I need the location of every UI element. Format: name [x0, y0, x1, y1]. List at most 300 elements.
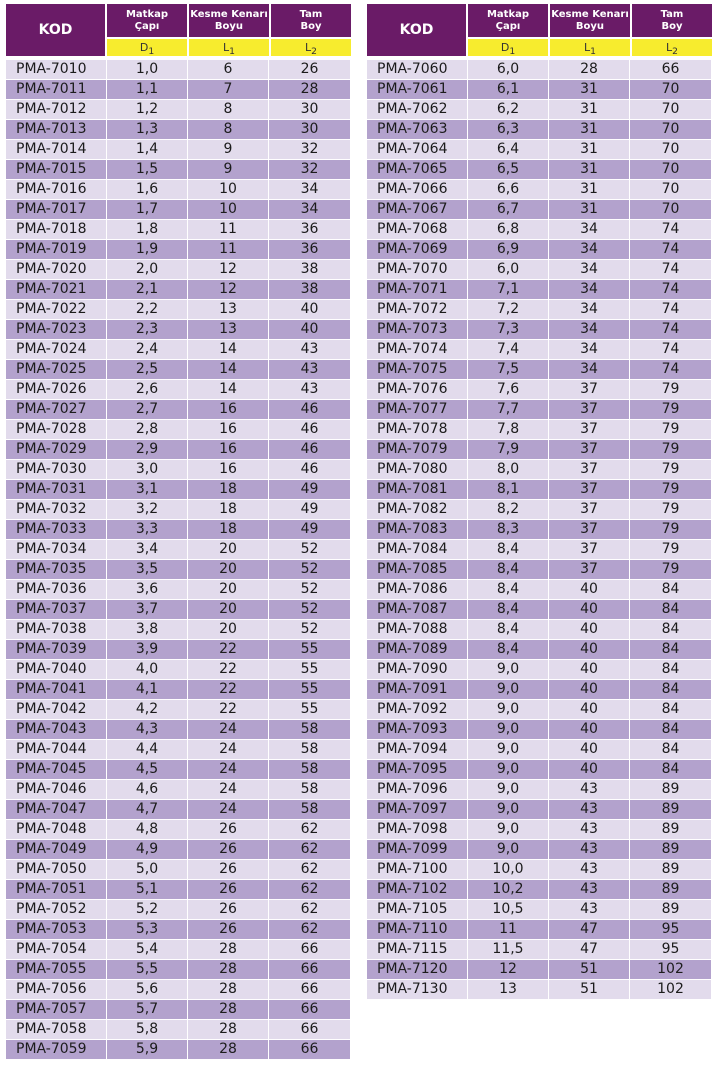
- table-header: [367, 4, 712, 56]
- cell-drill-diameter: 6,2: [468, 100, 549, 120]
- cell-cutting-length: 40: [549, 760, 630, 780]
- cell-total-length: 30: [269, 120, 350, 140]
- cell-kod: PMA-7067: [367, 200, 468, 220]
- cell-cutting-length: 28: [188, 940, 269, 960]
- cell-total-length: 66: [269, 960, 350, 980]
- table-row: [367, 760, 712, 780]
- header-symbol: $D_1$: [107, 39, 187, 56]
- cell-kod: PMA-7130: [367, 980, 468, 1000]
- cell-drill-diameter: 8,4: [468, 560, 549, 580]
- header-symbol: $L_2$: [271, 39, 351, 56]
- cell-total-length: 55: [269, 660, 350, 680]
- cell-cutting-length: 20: [188, 540, 269, 560]
- table-row: [367, 300, 712, 320]
- cell-drill-diameter: 2,4: [107, 340, 188, 360]
- cell-cutting-length: 51: [549, 960, 630, 980]
- cell-kod: PMA-7013: [6, 120, 107, 140]
- cell-total-length: 84: [630, 680, 711, 700]
- cell-total-length: 66: [269, 1000, 350, 1020]
- cell-kod: PMA-7041: [6, 680, 107, 700]
- cell-total-length: 89: [630, 860, 711, 880]
- cell-total-length: 62: [269, 900, 350, 920]
- cell-drill-diameter: 6,8: [468, 220, 549, 240]
- table-row: [367, 680, 712, 700]
- cell-cutting-length: 8: [188, 120, 269, 140]
- cell-kod: PMA-7098: [367, 820, 468, 840]
- cell-cutting-length: 8: [188, 100, 269, 120]
- cell-drill-diameter: 6,0: [468, 60, 549, 80]
- cell-kod: PMA-7015: [6, 160, 107, 180]
- cell-cutting-length: 34: [549, 260, 630, 280]
- table-row: [6, 420, 351, 440]
- cell-total-length: 55: [269, 680, 350, 700]
- header-total-length: [271, 4, 351, 56]
- cell-total-length: 74: [630, 300, 711, 320]
- table-row: [6, 940, 351, 960]
- cell-total-length: 52: [269, 540, 350, 560]
- cell-cutting-length: 18: [188, 520, 269, 540]
- header-label-line1: Kesme Kenarı: [551, 8, 629, 20]
- cell-total-length: 89: [630, 780, 711, 800]
- table-row: [367, 520, 712, 540]
- header-label-line2: Çapı: [134, 20, 160, 32]
- cell-total-length: 58: [269, 740, 350, 760]
- cell-cutting-length: 22: [188, 680, 269, 700]
- cell-total-length: 74: [630, 320, 711, 340]
- cell-total-length: 89: [630, 880, 711, 900]
- cell-cutting-length: 43: [549, 900, 630, 920]
- cell-drill-diameter: 5,4: [107, 940, 188, 960]
- cell-cutting-length: 11: [188, 240, 269, 260]
- cell-cutting-length: 18: [188, 480, 269, 500]
- cell-drill-diameter: 7,1: [468, 280, 549, 300]
- cell-kod: PMA-7010: [6, 60, 107, 80]
- cell-cutting-length: 40: [549, 700, 630, 720]
- cell-cutting-length: 13: [188, 320, 269, 340]
- table-row: [367, 600, 712, 620]
- cell-cutting-length: 43: [549, 780, 630, 800]
- header-label-line2: Boy: [300, 20, 322, 32]
- cell-drill-diameter: 3,8: [107, 620, 188, 640]
- cell-kod: PMA-7023: [6, 320, 107, 340]
- header-symbol: $L_2$: [632, 39, 712, 56]
- cell-total-length: 66: [269, 1040, 350, 1060]
- cell-kod: PMA-7105: [367, 900, 468, 920]
- cell-total-length: 79: [630, 560, 711, 580]
- cell-kod: PMA-7036: [6, 580, 107, 600]
- table-row: [367, 880, 712, 900]
- cell-total-length: 58: [269, 760, 350, 780]
- cell-kod: PMA-7062: [367, 100, 468, 120]
- table-row: [367, 920, 712, 940]
- cell-total-length: 79: [630, 440, 711, 460]
- cell-cutting-length: 37: [549, 540, 630, 560]
- cell-cutting-length: 37: [549, 460, 630, 480]
- cell-cutting-length: 16: [188, 440, 269, 460]
- cell-cutting-length: 28: [188, 960, 269, 980]
- cell-drill-diameter: 8,1: [468, 480, 549, 500]
- cell-cutting-length: 20: [188, 620, 269, 640]
- cell-total-length: 32: [269, 160, 350, 180]
- cell-total-length: 102: [630, 960, 711, 980]
- table-row: [6, 340, 351, 360]
- cell-kod: PMA-7025: [6, 360, 107, 380]
- cell-kod: PMA-7037: [6, 600, 107, 620]
- cell-total-length: 70: [630, 100, 711, 120]
- cell-cutting-length: 24: [188, 720, 269, 740]
- table-row: [6, 760, 351, 780]
- cell-cutting-length: 26: [188, 880, 269, 900]
- cell-drill-diameter: 4,3: [107, 720, 188, 740]
- cell-drill-diameter: 3,9: [107, 640, 188, 660]
- cell-drill-diameter: 3,3: [107, 520, 188, 540]
- cell-total-length: 79: [630, 420, 711, 440]
- cell-drill-diameter: 12: [468, 960, 549, 980]
- header-label-line2: Boy: [661, 20, 683, 32]
- cell-drill-diameter: 4,1: [107, 680, 188, 700]
- cell-kod: PMA-7091: [367, 680, 468, 700]
- cell-drill-diameter: 5,2: [107, 900, 188, 920]
- cell-drill-diameter: 7,7: [468, 400, 549, 420]
- cell-drill-diameter: 1,0: [107, 60, 188, 80]
- cell-total-length: 49: [269, 480, 350, 500]
- cell-cutting-length: 22: [188, 660, 269, 680]
- cell-drill-diameter: 1,7: [107, 200, 188, 220]
- cell-kod: PMA-7079: [367, 440, 468, 460]
- cell-total-length: 95: [630, 920, 711, 940]
- cell-drill-diameter: 6,0: [468, 260, 549, 280]
- table-row: [6, 800, 351, 820]
- cell-cutting-length: 20: [188, 580, 269, 600]
- table-row: [6, 980, 351, 1000]
- cell-drill-diameter: 3,7: [107, 600, 188, 620]
- cell-drill-diameter: 2,7: [107, 400, 188, 420]
- cell-total-length: 74: [630, 360, 711, 380]
- table-row: [6, 540, 351, 560]
- cell-drill-diameter: 2,9: [107, 440, 188, 460]
- cell-kod: PMA-7089: [367, 640, 468, 660]
- cell-cutting-length: 28: [188, 1020, 269, 1040]
- cell-total-length: 70: [630, 80, 711, 100]
- cell-cutting-length: 37: [549, 560, 630, 580]
- cell-drill-diameter: 9,0: [468, 720, 549, 740]
- cell-drill-diameter: 10,2: [468, 880, 549, 900]
- cell-kod: PMA-7018: [6, 220, 107, 240]
- table-row: [367, 400, 712, 420]
- header-label-line1: Kesme Kenarı: [190, 8, 268, 20]
- cell-kod: PMA-7019: [6, 240, 107, 260]
- cell-total-length: 46: [269, 420, 350, 440]
- cell-drill-diameter: 10,5: [468, 900, 549, 920]
- cell-kod: PMA-7064: [367, 140, 468, 160]
- cell-kod: PMA-7012: [6, 100, 107, 120]
- cell-cutting-length: 34: [549, 360, 630, 380]
- table-row: [6, 600, 351, 620]
- cell-cutting-length: 18: [188, 500, 269, 520]
- table-row: [367, 560, 712, 580]
- table-row: [6, 960, 351, 980]
- cell-total-length: 34: [269, 180, 350, 200]
- cell-total-length: 40: [269, 300, 350, 320]
- cell-drill-diameter: 1,9: [107, 240, 188, 260]
- cell-total-length: 36: [269, 220, 350, 240]
- cell-total-length: 74: [630, 240, 711, 260]
- cell-kod: PMA-7072: [367, 300, 468, 320]
- table-row: [6, 480, 351, 500]
- cell-cutting-length: 9: [188, 160, 269, 180]
- cell-drill-diameter: 5,0: [107, 860, 188, 880]
- table-row: [367, 240, 712, 260]
- cell-kod: PMA-7068: [367, 220, 468, 240]
- table-row: [367, 480, 712, 500]
- cell-kod: PMA-7075: [367, 360, 468, 380]
- header-cutting-length: [550, 4, 630, 56]
- table-header: [6, 4, 351, 56]
- cell-kod: PMA-7016: [6, 180, 107, 200]
- table-row: [367, 700, 712, 720]
- cell-total-length: 62: [269, 880, 350, 900]
- cell-kod: PMA-7049: [6, 840, 107, 860]
- cell-kod: PMA-7110: [367, 920, 468, 940]
- cell-cutting-length: 9: [188, 140, 269, 160]
- cell-cutting-length: 24: [188, 740, 269, 760]
- cell-drill-diameter: 5,7: [107, 1000, 188, 1020]
- table-row: [367, 120, 712, 140]
- cell-cutting-length: 6: [188, 60, 269, 80]
- cell-cutting-length: 26: [188, 820, 269, 840]
- cell-total-length: 84: [630, 600, 711, 620]
- cell-total-length: 32: [269, 140, 350, 160]
- table-row: [6, 720, 351, 740]
- cell-kod: PMA-7054: [6, 940, 107, 960]
- cell-total-length: 62: [269, 840, 350, 860]
- table-row: [367, 720, 712, 740]
- header-drill-diameter: [107, 4, 187, 56]
- table-row: [367, 900, 712, 920]
- table-row: [367, 200, 712, 220]
- table-row: [367, 820, 712, 840]
- table-row: [6, 500, 351, 520]
- table-body-right: [367, 60, 712, 1000]
- cell-kod: PMA-7021: [6, 280, 107, 300]
- cell-total-length: 52: [269, 620, 350, 640]
- cell-total-length: 84: [630, 660, 711, 680]
- cell-drill-diameter: 9,0: [468, 760, 549, 780]
- table-row: [367, 860, 712, 880]
- table-row: [6, 880, 351, 900]
- cell-cutting-length: 12: [188, 260, 269, 280]
- cell-drill-diameter: 9,0: [468, 740, 549, 760]
- cell-kod: PMA-7033: [6, 520, 107, 540]
- table-body-left: [6, 60, 351, 1060]
- cell-kod: PMA-7056: [6, 980, 107, 1000]
- cell-drill-diameter: 5,8: [107, 1020, 188, 1040]
- cell-kod: PMA-7099: [367, 840, 468, 860]
- cell-drill-diameter: 8,3: [468, 520, 549, 540]
- cell-drill-diameter: 2,1: [107, 280, 188, 300]
- table-row: [6, 360, 351, 380]
- cell-cutting-length: 31: [549, 200, 630, 220]
- table-row: [367, 140, 712, 160]
- cell-cutting-length: 31: [549, 160, 630, 180]
- cell-drill-diameter: 4,2: [107, 700, 188, 720]
- cell-drill-diameter: 4,7: [107, 800, 188, 820]
- cell-cutting-length: 13: [188, 300, 269, 320]
- cell-drill-diameter: 6,6: [468, 180, 549, 200]
- cell-cutting-length: 31: [549, 100, 630, 120]
- cell-cutting-length: 10: [188, 200, 269, 220]
- table-row: [6, 740, 351, 760]
- table-row: [367, 260, 712, 280]
- table-row: [6, 860, 351, 880]
- cell-kod: PMA-7024: [6, 340, 107, 360]
- cell-kod: PMA-7074: [367, 340, 468, 360]
- cell-kod: PMA-7047: [6, 800, 107, 820]
- cell-drill-diameter: 3,5: [107, 560, 188, 580]
- cell-drill-diameter: 4,9: [107, 840, 188, 860]
- cell-cutting-length: 24: [188, 760, 269, 780]
- cell-drill-diameter: 1,3: [107, 120, 188, 140]
- table-row: [6, 780, 351, 800]
- cell-cutting-length: 37: [549, 380, 630, 400]
- cell-cutting-length: 28: [549, 60, 630, 80]
- cell-drill-diameter: 7,2: [468, 300, 549, 320]
- cell-total-length: 79: [630, 500, 711, 520]
- cell-drill-diameter: 9,0: [468, 680, 549, 700]
- cell-drill-diameter: 7,5: [468, 360, 549, 380]
- cell-total-length: 89: [630, 820, 711, 840]
- cell-drill-diameter: 6,9: [468, 240, 549, 260]
- cell-total-length: 89: [630, 900, 711, 920]
- table-row: [6, 660, 351, 680]
- table-row: [367, 580, 712, 600]
- cell-total-length: 43: [269, 380, 350, 400]
- cell-cutting-length: 40: [549, 680, 630, 700]
- cell-kod: PMA-7030: [6, 460, 107, 480]
- cell-total-length: 74: [630, 260, 711, 280]
- cell-cutting-length: 37: [549, 420, 630, 440]
- cell-drill-diameter: 6,1: [468, 80, 549, 100]
- cell-cutting-length: 31: [549, 140, 630, 160]
- table-row: [367, 280, 712, 300]
- cell-cutting-length: 12: [188, 280, 269, 300]
- table-row: [367, 320, 712, 340]
- cell-total-length: 40: [269, 320, 350, 340]
- cell-kod: PMA-7084: [367, 540, 468, 560]
- cell-total-length: 49: [269, 520, 350, 540]
- cell-total-length: 84: [630, 740, 711, 760]
- table-row: [367, 100, 712, 120]
- cell-total-length: 46: [269, 440, 350, 460]
- cell-total-length: 58: [269, 720, 350, 740]
- cell-drill-diameter: 11: [468, 920, 549, 940]
- table-row: [6, 440, 351, 460]
- cell-drill-diameter: 4,4: [107, 740, 188, 760]
- table-row: [367, 220, 712, 240]
- cell-cutting-length: 26: [188, 920, 269, 940]
- cell-cutting-length: 34: [549, 240, 630, 260]
- cell-total-length: 79: [630, 460, 711, 480]
- header-symbol: $L_1$: [189, 39, 269, 56]
- cell-kod: PMA-7087: [367, 600, 468, 620]
- cell-total-length: 84: [630, 640, 711, 660]
- cell-cutting-length: 40: [549, 640, 630, 660]
- cell-total-length: 58: [269, 780, 350, 800]
- cell-kod: PMA-7071: [367, 280, 468, 300]
- cell-total-length: 62: [269, 860, 350, 880]
- table-row: [6, 1040, 351, 1060]
- cell-kod: PMA-7065: [367, 160, 468, 180]
- cell-total-length: 43: [269, 360, 350, 380]
- cell-cutting-length: 31: [549, 180, 630, 200]
- table-row: [6, 400, 351, 420]
- cell-drill-diameter: 9,0: [468, 840, 549, 860]
- cell-kod: PMA-7096: [367, 780, 468, 800]
- cell-total-length: 66: [630, 60, 711, 80]
- cell-kod: PMA-7032: [6, 500, 107, 520]
- cell-kod: PMA-7051: [6, 880, 107, 900]
- header-kod: KOD: [6, 4, 107, 56]
- cell-cutting-length: 20: [188, 600, 269, 620]
- cell-total-length: 70: [630, 180, 711, 200]
- table-row: [6, 320, 351, 340]
- cell-drill-diameter: 3,1: [107, 480, 188, 500]
- cell-total-length: 58: [269, 800, 350, 820]
- table-row: [6, 520, 351, 540]
- cell-drill-diameter: 2,5: [107, 360, 188, 380]
- table-row: [367, 340, 712, 360]
- cell-cutting-length: 11: [188, 220, 269, 240]
- cell-kod: PMA-7035: [6, 560, 107, 580]
- cell-kod: PMA-7026: [6, 380, 107, 400]
- cell-kod: PMA-7028: [6, 420, 107, 440]
- cell-total-length: 89: [630, 840, 711, 860]
- cell-cutting-length: 43: [549, 860, 630, 880]
- cell-cutting-length: 22: [188, 640, 269, 660]
- cell-cutting-length: 26: [188, 840, 269, 860]
- table-row: [367, 80, 712, 100]
- header-symbol: $L_1$: [550, 39, 630, 56]
- cell-drill-diameter: 5,9: [107, 1040, 188, 1060]
- table-row: [367, 840, 712, 860]
- table-row: [6, 1020, 351, 1040]
- cell-drill-diameter: 8,4: [468, 580, 549, 600]
- cell-drill-diameter: 6,4: [468, 140, 549, 160]
- cell-kod: PMA-7058: [6, 1020, 107, 1040]
- cell-cutting-length: 34: [549, 300, 630, 320]
- table-row: [367, 800, 712, 820]
- table-row: [6, 700, 351, 720]
- cell-total-length: 49: [269, 500, 350, 520]
- cell-kod: PMA-7038: [6, 620, 107, 640]
- cell-cutting-length: 47: [549, 920, 630, 940]
- table-row: [6, 260, 351, 280]
- cell-kod: PMA-7078: [367, 420, 468, 440]
- table-row: [367, 780, 712, 800]
- cell-drill-diameter: 4,8: [107, 820, 188, 840]
- table-row: [367, 980, 712, 1000]
- table-row: [6, 1000, 351, 1020]
- cell-kod: PMA-7093: [367, 720, 468, 740]
- cell-total-length: 55: [269, 700, 350, 720]
- cell-cutting-length: 16: [188, 460, 269, 480]
- table-row: [367, 540, 712, 560]
- cell-kod: PMA-7115: [367, 940, 468, 960]
- cell-cutting-length: 28: [188, 1000, 269, 1020]
- cell-kod: PMA-7120: [367, 960, 468, 980]
- table-row: [6, 100, 351, 120]
- cell-kod: PMA-7095: [367, 760, 468, 780]
